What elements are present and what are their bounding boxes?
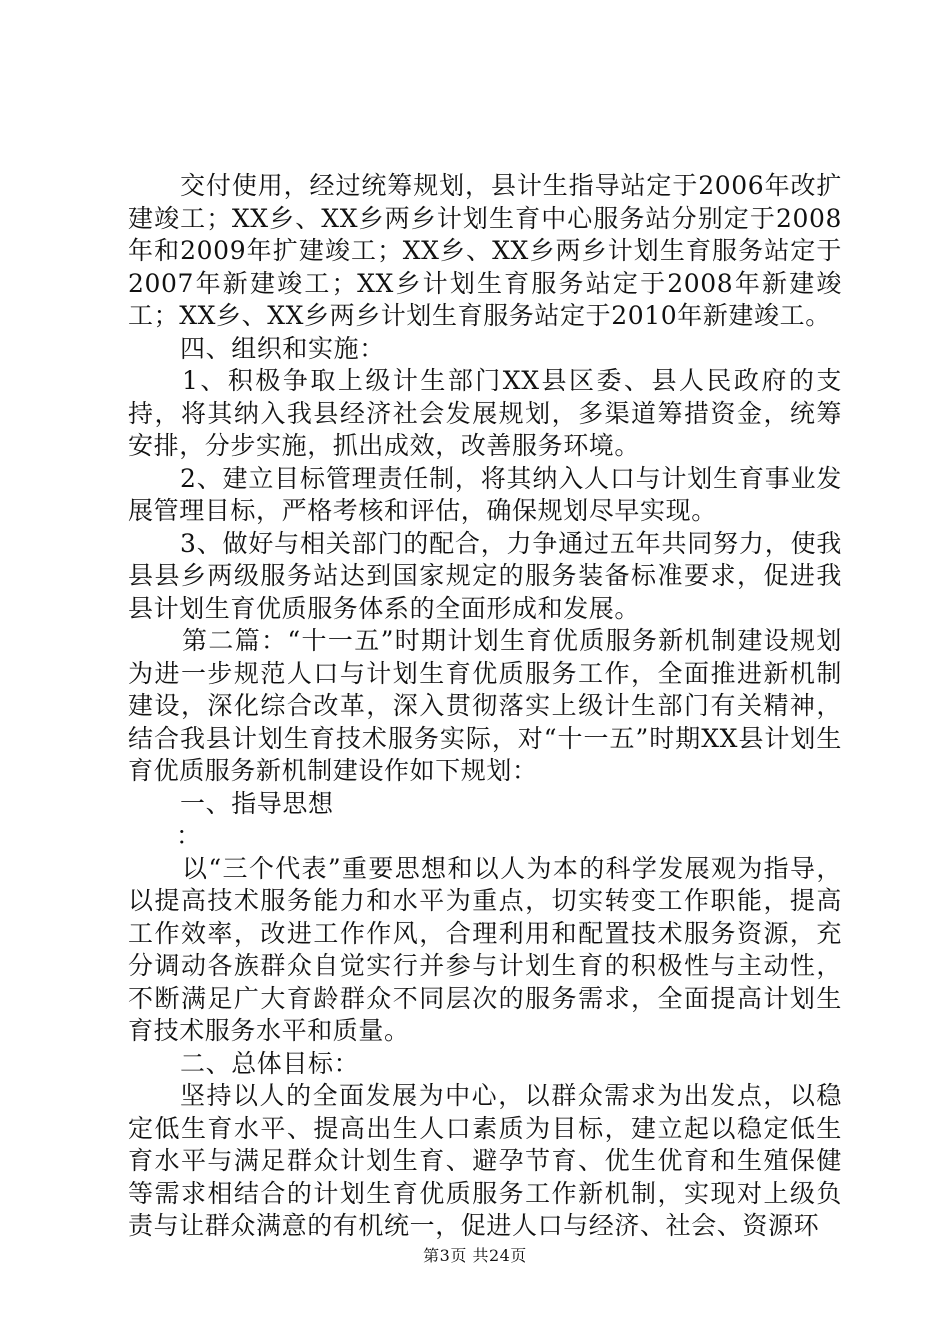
heading-overall-goals: 二、总体目标：: [180, 1048, 360, 1078]
page-footer: 第3页 共24页: [423, 1246, 527, 1265]
paragraph-item-3: 3、做好与相关部门的配合，力争通过五年共同努力，使我县县乡两级服务站达到国家规定的服务装备标准要求，促进我县计划生育优质服务体系的全面形成和发展。: [128, 528, 842, 623]
paragraph-second-chapter: 第二篇：“十一五”时期计划生育优质服务新机制建设规划为进一步规范人口与计划生育优质服务工作，全面推进新机制建设，深化综合改革，深入贯彻落实上级计生部门有关精神，结合我县计划生育技术服务实际，对“十一五”时期XX县计划生育优质服务新机制建设作如下规划：: [128, 626, 842, 785]
paragraph-item-1: 1、积极争取上级计生部门XX县区委、县人民政府的支持，将其纳入我县经济社会发展规划，多渠道筹措资金，统筹安排，分步实施，抓出成效，改善服务环境。: [128, 366, 842, 460]
heading-organization: 四、组织和实施：: [180, 333, 385, 363]
paragraph-construction-schedule: 交付使用，经过统筹规划，县计生指导站定于2006年改扩建竣工；XX乡、XX乡两乡计划生育中心服务站分别定于2008年和2009年扩建竣工；XX乡、XX乡两乡计划生育服务站定于2007年新建竣工；XX乡计划生育服务站定于2008年新建竣工；XX乡、XX乡两乡计划生育服务站定于2010年新建竣工。: [128, 171, 842, 330]
heading-guiding-thought: 一、指导思想: [180, 788, 334, 818]
paragraph-guiding-thought: 以“三个代表”重要思想和以人为本的科学发展观为指导，以提高技术服务能力和水平为重点，切实转变工作职能，提高工作效率，改进工作作风，合理利用和配置技术服务资源，充分调动各族群众自觉实行并参与计划生育的积极性与主动性，不断满足广大育龄群众不同层次的服务需求，全面提高计划生育技术服务水平和质量。: [128, 853, 842, 1045]
paragraph-overall-goals: 坚持以人的全面发展为中心，以群众需求为出发点，以稳定低生育水平、提高出生人口素质为目标，建立起以稳定低生育水平与满足群众计划生育、避孕节育、优生优育和生殖保健等需求相结合的计划生育优质服务工作新机制，实现对上级负责与让群众满意的有机统一，促进人口与经济、社会、资源环: [128, 1081, 842, 1240]
document-body: [128, 170, 842, 1243]
paragraph-item-2: 2、建立目标管理责任制，将其纳入人口与计划生育事业发展管理目标，严格考核和评估，确保规划尽早实现。: [128, 463, 842, 525]
colon-line: ：: [176, 821, 202, 850]
